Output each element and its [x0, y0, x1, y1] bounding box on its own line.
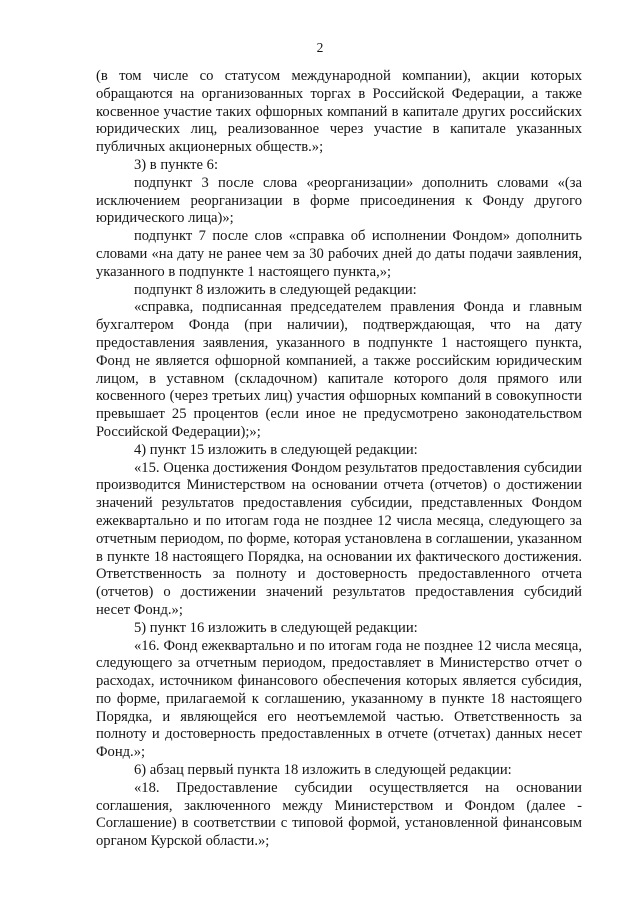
paragraph-subitem-3: подпункт 3 после слова «реорганизации» дополнить словами «(за исключением реорганизации в форме присоединения к Фонду другого юридического лица)»; [96, 174, 582, 227]
paragraph-clause-16: «16. Фонд ежеквартально и по итогам года не позднее 12 числа месяца, следующего за отчетным периодом, предоставляет в Министерство отчет о расходах, источником финансового обеспечения которых является субсидия, по форме, прилагаемой к соглашению, указанному в пункте 18 настоящего Порядка, и являющейся его неотъемлемой частью. Ответственность за полноту и достоверность предоставленных в отчете (отчетах) данных несет Фонд.»; [96, 637, 582, 761]
document-body [96, 68, 582, 851]
paragraph-subitem-7: подпункт 7 после слов «справка об исполнении Фондом» дополнить словами «на дату не ранее чем за 30 рабочих дней до даты подачи заявления, указанного в подпункте 1 настоящего пункта,»; [96, 228, 582, 280]
paragraph-clause-15: «15. Оценка достижения Фондом результатов предоставления субсидии производится Министерством на основании отчета (отчетов) о достижении значений результатов предоставления субсидии, представленных Фондом ежеквартально и по итогам года не позднее 12 числа месяца, следующего за отчетным периодом, по форме, которая установлена в соглашении, указанном в пункте 18 настоящего Порядка, на основании их фактического достижения. Ответственность за полноту и достоверность предоставленного отчета (отчетов) о достижении значений результатов предоставления субсидий несет Фонд.»; [96, 459, 582, 618]
paragraph-item-3: 3) в пункте 6: [134, 156, 219, 173]
paragraph-subitem-8-text: «справка, подписанная председателем правления Фонда и главным бухгалтером Фонда (при наличии), подтверждающая, что на дату предоставления заявления, указанного в подпункте 1 настоящего пункта, Фонд не является офшорной компанией, а также российским юридическим лицом, в уставном (складочном) капитале которого доля прямого или косвенного (через третьих лиц) участия офшорных компаний в совокупности превышает 25 процентов (если иное не предусмотрено законодательством Российской Федерации);»; [96, 299, 582, 440]
paragraph-item-5: 5) пункт 16 изложить в следующей редакции: [134, 619, 418, 636]
paragraph-continuation: (в том числе со статусом международной компании), акции которых обращаются на организованных торгах в Российской Федерации, а также косвенное участие таких офшорных компаний в капитале других российских юридических лиц, реализованное через участие в капитале указанных публичных акционерных обществ.»; [96, 68, 582, 156]
paragraph-item-4: 4) пункт 15 изложить в следующей редакции: [134, 441, 418, 458]
paragraph-subitem-8: подпункт 8 изложить в следующей редакции: [134, 281, 417, 298]
page-number: 2 [316, 40, 324, 55]
paragraph-clause-18: «18. Предоставление субсидии осуществляется на основании соглашения, заключенного между Министерством и Фондом (далее - Соглашение) в соответствии с типовой формой, установленной финансовым органом Курской области.»; [96, 779, 582, 850]
paragraph-item-6: 6) абзац первый пункта 18 изложить в следующей редакции: [134, 762, 512, 779]
